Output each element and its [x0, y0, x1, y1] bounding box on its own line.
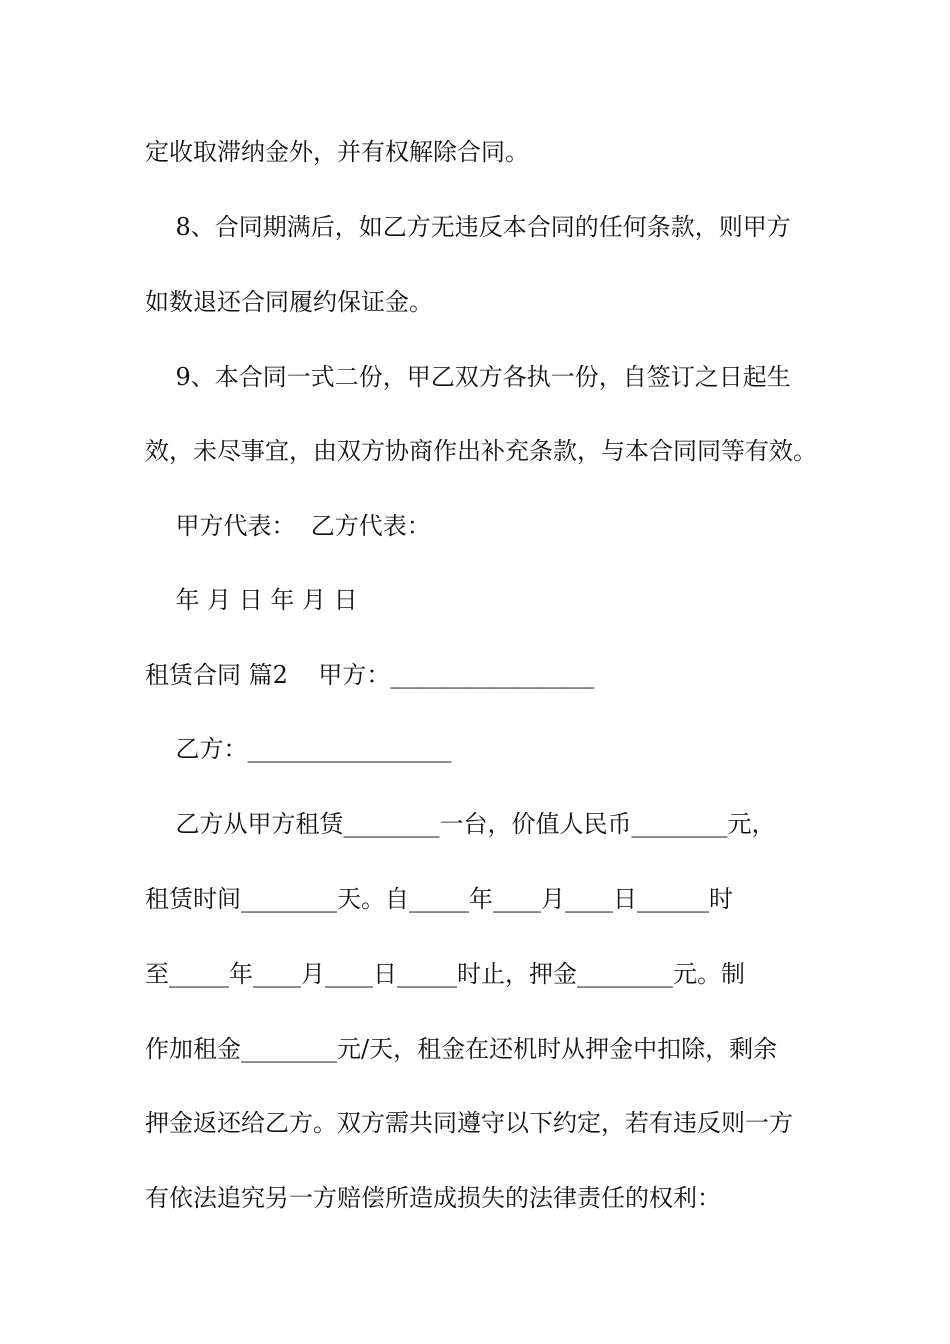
party-line: 乙方：_________________: [145, 735, 452, 763]
paragraph-line: 效，未尽事宜，由双方协商作出补充条款，与本合同同等有效。: [145, 437, 817, 465]
paragraph-line: 如数退还合同履约保证金。: [145, 288, 433, 316]
paragraph-line: 有依法追究另一方赔偿所造成损失的法律责任的权利：: [145, 1184, 721, 1212]
paragraph-line: 作加租金________元/天，租金在还机时从押金中扣除，剩余: [145, 1035, 778, 1063]
section-heading: 租赁合同 篇2 甲方：_________________: [145, 661, 595, 689]
paragraph-line: 8、合同期满后，如乙方无违反本合同的任何条款，则甲方: [145, 213, 791, 241]
date-line: 年 月 日 年 月 日: [145, 586, 358, 614]
paragraph-line: 乙方从甲方租赁________一台，价值人民币________元，: [145, 810, 776, 838]
paragraph-line: 9、本合同一式二份，甲乙双方各执一份，自签订之日起生: [145, 363, 791, 391]
paragraph-line: 至_____年____月____日_____时止，押金________元。制: [145, 960, 745, 988]
signature-line: 甲方代表： 乙方代表：: [145, 512, 431, 540]
paragraph-line: 押金返还给乙方。双方需共同遵守以下约定，若有违反则一方: [145, 1109, 793, 1137]
paragraph-line: 定收取滞纳金外，并有权解除合同。: [145, 138, 529, 166]
paragraph-line: 租赁时间________天。自_____年____月____日______时: [145, 885, 733, 913]
